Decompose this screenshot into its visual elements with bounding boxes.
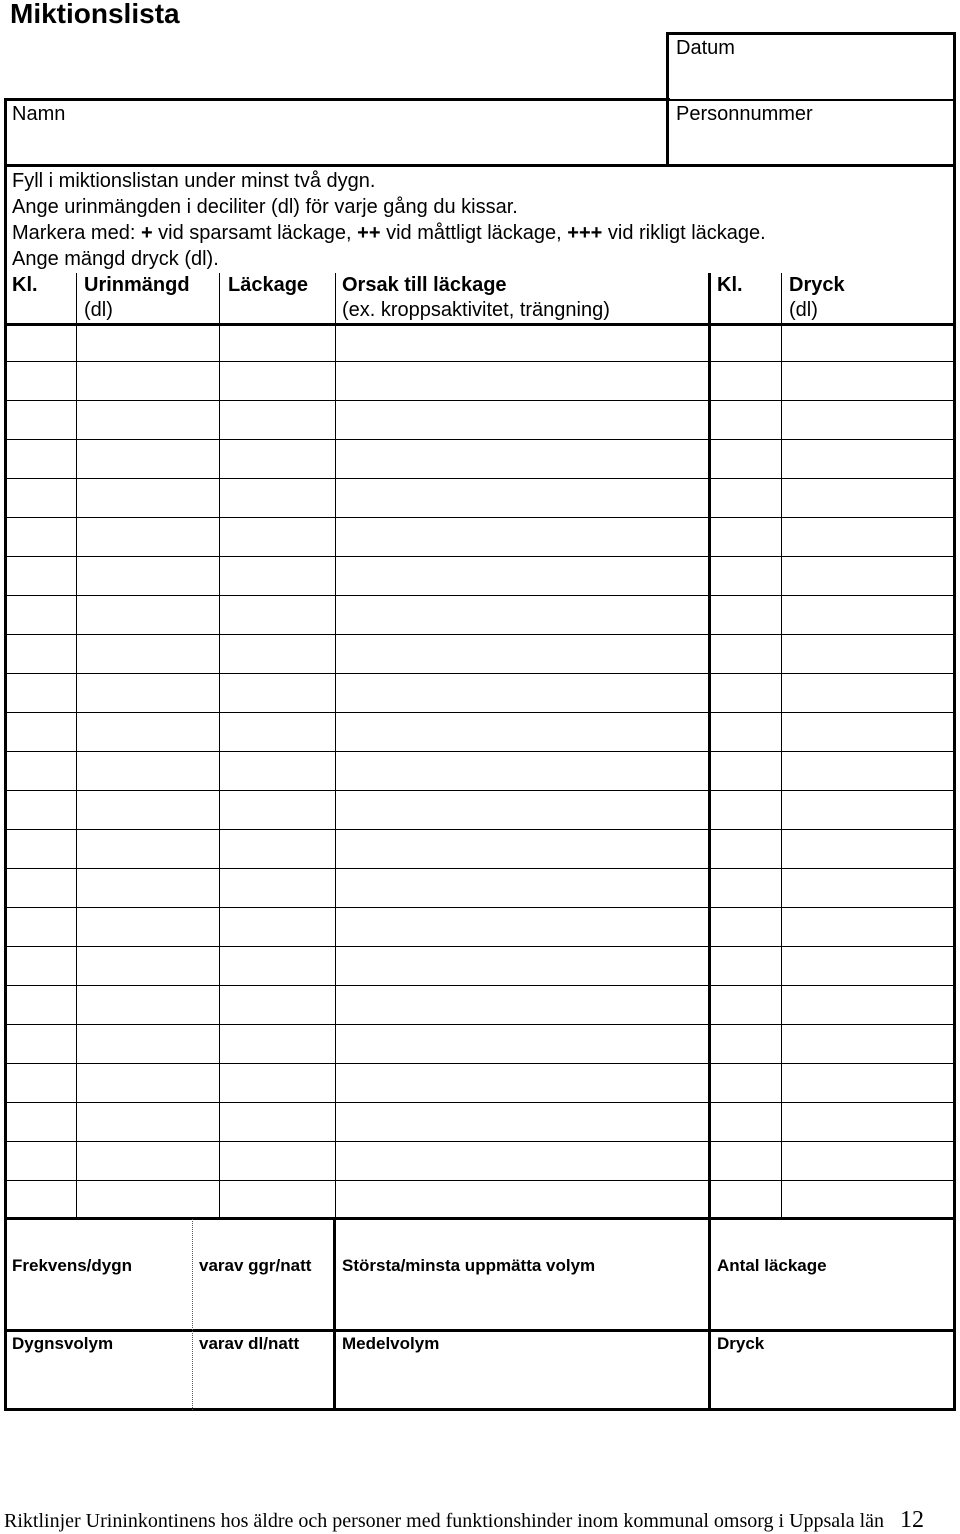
row-line: [4, 1180, 956, 1181]
column-header-urinmangd: [84, 273, 190, 323]
footer-text: Riktlinjer Urininkontinens hos äldre och personer med funktionshinder inom kommunal omsorg i Uppsala län: [4, 1510, 885, 1532]
namn-label: Namn: [12, 103, 66, 125]
instruction-text: vid rikligt läckage.: [602, 222, 766, 244]
row-line: [4, 790, 956, 791]
row-line: [4, 985, 956, 986]
column-header-lackage: [228, 273, 308, 298]
column-divider: [335, 273, 336, 1218]
column-divider-thick: [708, 273, 711, 1218]
column-header-orsak: [342, 273, 610, 323]
instructions: [12, 168, 766, 272]
varav-natt-label: varav ggr/natt: [199, 1256, 312, 1275]
row-line: [4, 400, 956, 401]
instructions-top-rule: [4, 164, 956, 167]
column-divider: [781, 273, 782, 1218]
instruction-text: Markera med:: [12, 222, 141, 244]
kl-label: Kl.: [12, 274, 38, 296]
row-line: [4, 517, 956, 518]
row-line: [4, 439, 956, 440]
instruction-text: vid sparsamt läckage,: [152, 222, 358, 244]
name-top-rule: [4, 98, 670, 101]
instruction-text: vid måttligt läckage,: [380, 222, 568, 244]
dryck-label: Dryck: [789, 274, 845, 296]
row-line: [4, 907, 956, 908]
row-line: [4, 361, 956, 362]
lackage-label: Läckage: [228, 274, 309, 296]
frekvens-label: Frekvens/dygn: [12, 1256, 132, 1275]
row-line: [4, 478, 956, 479]
instruction-line-2: Ange urinmängden i deciliter (dl) för varje gång du kissar.: [12, 196, 518, 218]
row-line: [4, 1102, 956, 1103]
row-line: [4, 751, 956, 752]
datum-label: Datum: [676, 37, 735, 59]
row-line: [4, 712, 956, 713]
instruction-line-4: Ange mängd dryck (dl).: [12, 248, 219, 270]
column-divider: [76, 273, 77, 1218]
summary-divider-dotted: [192, 1219, 193, 1410]
urinmangd-label: Urinmängd: [84, 274, 190, 296]
medelvolym-label: Medelvolym: [342, 1334, 440, 1353]
row-line: [4, 868, 956, 869]
personnummer-label: Personnummer: [676, 103, 813, 125]
summary-middle-rule: [4, 1329, 956, 1332]
column-header-kl-2: [717, 273, 743, 298]
row-line: [4, 1024, 956, 1025]
column-divider: [219, 273, 220, 1218]
dryck-unit: (dl): [789, 299, 818, 321]
summary-divider: [708, 1219, 711, 1410]
kl2-label: Kl.: [717, 274, 743, 296]
dryck-summary-label: Dryck: [717, 1334, 765, 1353]
orsak-sub: (ex. kroppsaktivitet, trängning): [342, 299, 610, 321]
row-line: [4, 946, 956, 947]
row-line: [4, 595, 956, 596]
page-number: 12: [900, 1507, 924, 1533]
row-line: [4, 673, 956, 674]
row-line: [4, 1141, 956, 1142]
mark-mattligt: ++: [357, 222, 381, 244]
summary-top-rule: [4, 1217, 956, 1220]
summary-divider: [333, 1219, 336, 1410]
row-line: [4, 829, 956, 830]
mark-sparsamt: +: [140, 222, 153, 244]
row-line: [4, 556, 956, 557]
orsak-label: Orsak till läckage: [342, 274, 507, 296]
urinmangd-unit: (dl): [84, 299, 113, 321]
page-title: Miktionslista: [10, 0, 180, 29]
column-header-kl: [12, 273, 38, 298]
column-header-rule: [4, 323, 956, 326]
storsta-minsta-label: Största/minsta uppmätta volym: [342, 1256, 596, 1275]
instruction-line-1: Fyll i miktionslistan under minst två dygn.: [12, 170, 376, 192]
row-line: [4, 634, 956, 635]
instruction-line-3: [12, 220, 766, 246]
dygnsvolym-label: Dygnsvolym: [12, 1334, 114, 1353]
mark-rikligt: +++: [567, 222, 603, 244]
antal-lackage-label: Antal läckage: [717, 1256, 827, 1275]
column-header-dryck: [789, 273, 845, 323]
row-line: [4, 1063, 956, 1064]
varav-dl-natt-label: varav dl/natt: [199, 1334, 300, 1353]
